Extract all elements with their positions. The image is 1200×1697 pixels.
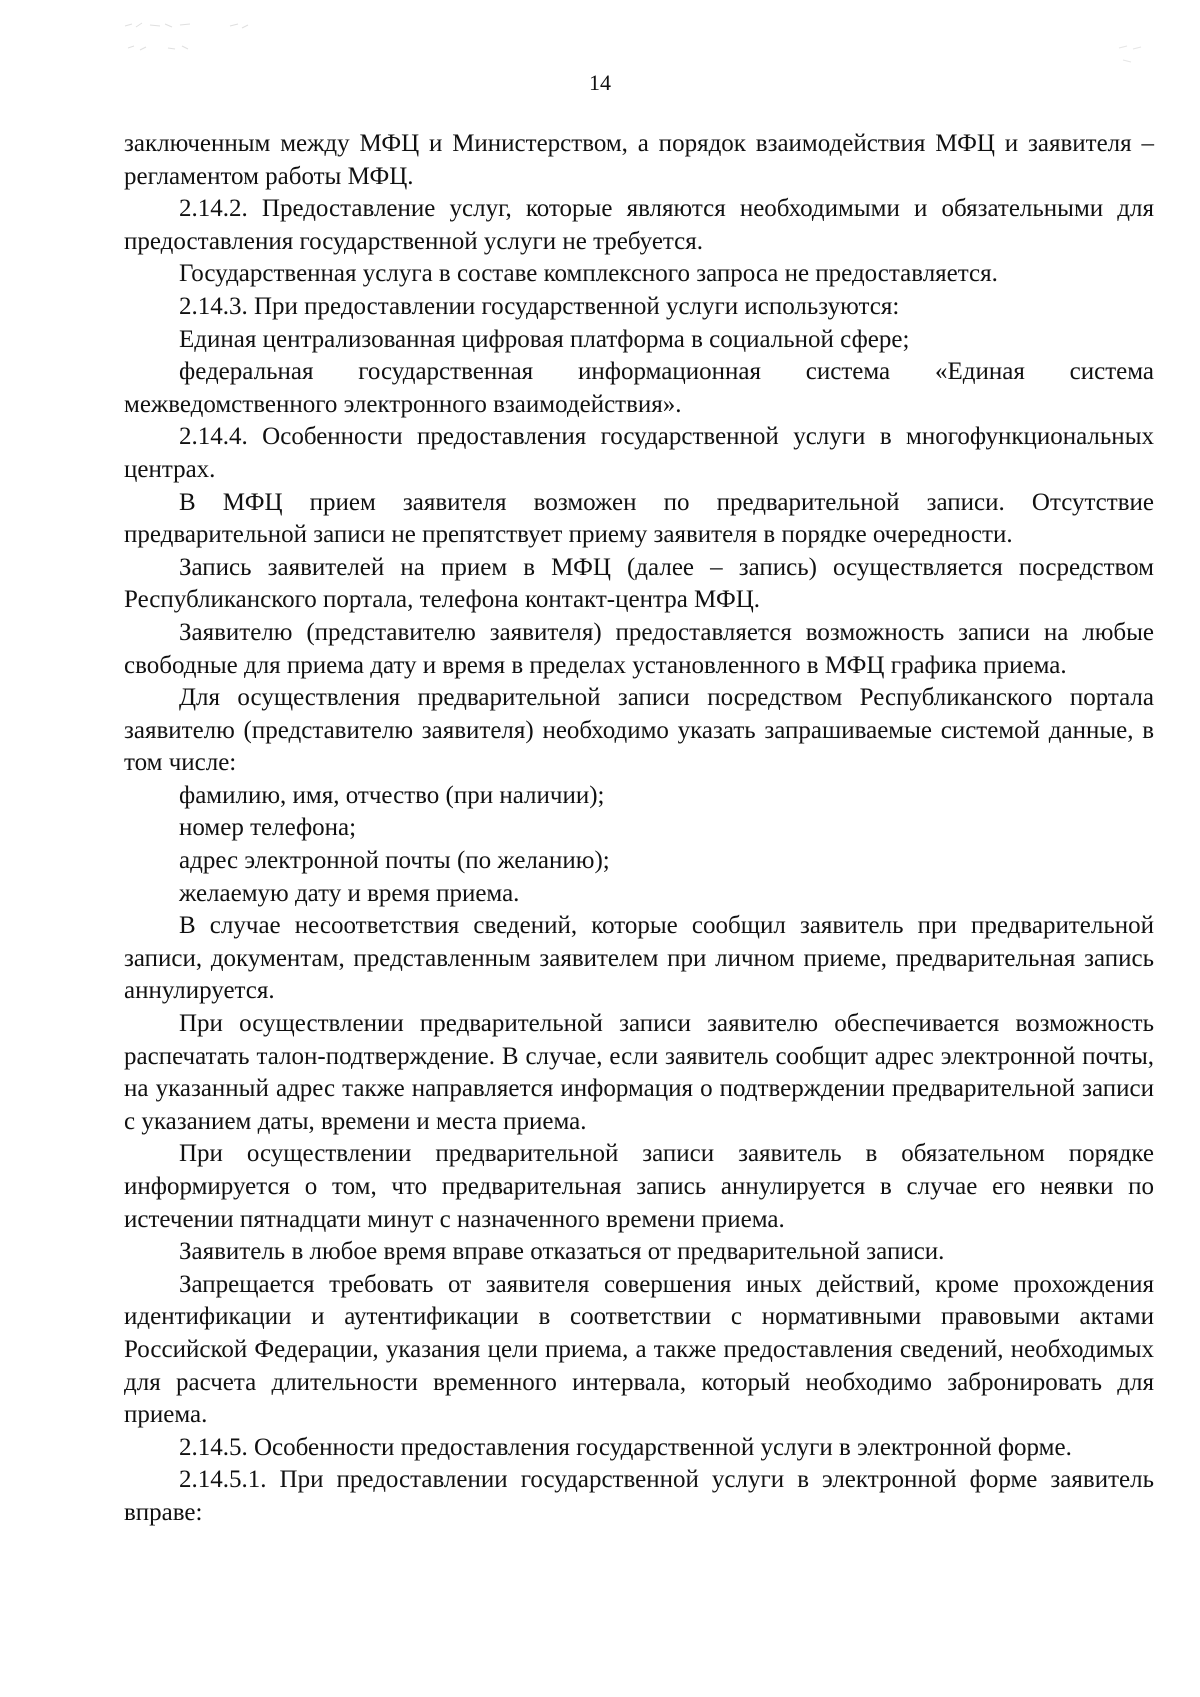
list-item: фамилию, имя, отчество (при наличии); xyxy=(179,781,605,809)
paragraph: Заявителю (представителю заявителя) предоставляется возможность записи на любые свободные для приема дату и время в пределах установленного в МФЦ графика приема. xyxy=(124,618,1154,679)
paragraph: При осуществлении предварительной записи заявителю обеспечивается возможность распечатать талон-подтверждение. В случае, если заявитель сообщит адрес электронной почты, на указанный адрес также направляется информация о подтверждении предварительной записи с указанием даты, времени и места приема. xyxy=(124,1010,1154,1135)
paragraph: 2.14.2. Предоставление услуг, которые являются необходимыми и обязательными для предоставления государственной услуги не требуется. xyxy=(124,195,1154,255)
paragraph: В МФЦ прием заявителя возможен по предварительной записи. Отсутствие предварительной записи не препятствует приему заявителя в порядке очередности. xyxy=(124,488,1154,549)
paragraph: заключенным между МФЦ и Министерством, а порядок взаимодействия МФЦ и заявителя – регламентом работы МФЦ. xyxy=(124,130,1154,190)
paragraph: При осуществлении предварительной записи заявитель в обязательном порядке информируется о том, что предварительная запись аннулируется в случае его неявки по истечении пятнадцати минут с назначенного времени приема. xyxy=(124,1140,1154,1233)
paragraph: 2.14.5.1. При предоставлении государственной услуги в электронной форме заявитель вправе: xyxy=(124,1466,1154,1526)
paragraph: Запрещается требовать от заявителя совершения иных действий, кроме прохождения идентификации и аутентификации в соответствии с нормативными правовыми актами Российской Федерации, указания цели приема, а также предоставления сведений, необходимых для расчета длительности временного интервала, который необходимо забронировать для приема. xyxy=(124,1270,1154,1429)
body-text xyxy=(124,128,1154,1530)
paragraph: Запись заявителей на прием в МФЦ (далее – запись) осуществляется посредством Республиканского портала, телефона контакт-центра МФЦ. xyxy=(124,553,1154,614)
paragraph: Для осуществления предварительной записи посредством Республиканского портала заявителю (представителю заявителя) необходимо указать запрашиваемые системой данные, в том числе: xyxy=(124,684,1154,777)
paragraph: В случае несоответствия сведений, которые сообщил заявитель при предварительной записи, документам, представленным заявителем при личном приеме, предварительная запись аннулируется. xyxy=(124,912,1154,1005)
page-number: 14 xyxy=(589,70,611,95)
paragraph: 2.14.3. При предоставлении государственной услуги используются: xyxy=(179,292,900,320)
paragraph: Заявитель в любое время вправе отказаться от предварительной записи. xyxy=(179,1238,945,1266)
scan-artifact xyxy=(1115,40,1165,70)
paragraph: Государственная услуга в составе комплексного запроса не предоставляется. xyxy=(179,260,998,288)
scan-artifact xyxy=(120,18,270,68)
list-item: желаемую дату и время приема. xyxy=(179,879,520,907)
paragraph: Единая централизованная цифровая платформа в социальной сфере; xyxy=(179,325,910,353)
paragraph: 2.14.5. Особенности предоставления государственной услуги в электронной форме. xyxy=(179,1433,1072,1461)
paragraph: 2.14.4. Особенности предоставления государственной услуги в многофункциональных центрах. xyxy=(124,423,1154,483)
paragraph: федеральная государственная информационная система «Единая система межведомственного электронного взаимодействия». xyxy=(124,358,1154,418)
list-item: адрес электронной почты (по желанию); xyxy=(179,847,610,875)
list-item: номер телефона; xyxy=(179,814,357,842)
